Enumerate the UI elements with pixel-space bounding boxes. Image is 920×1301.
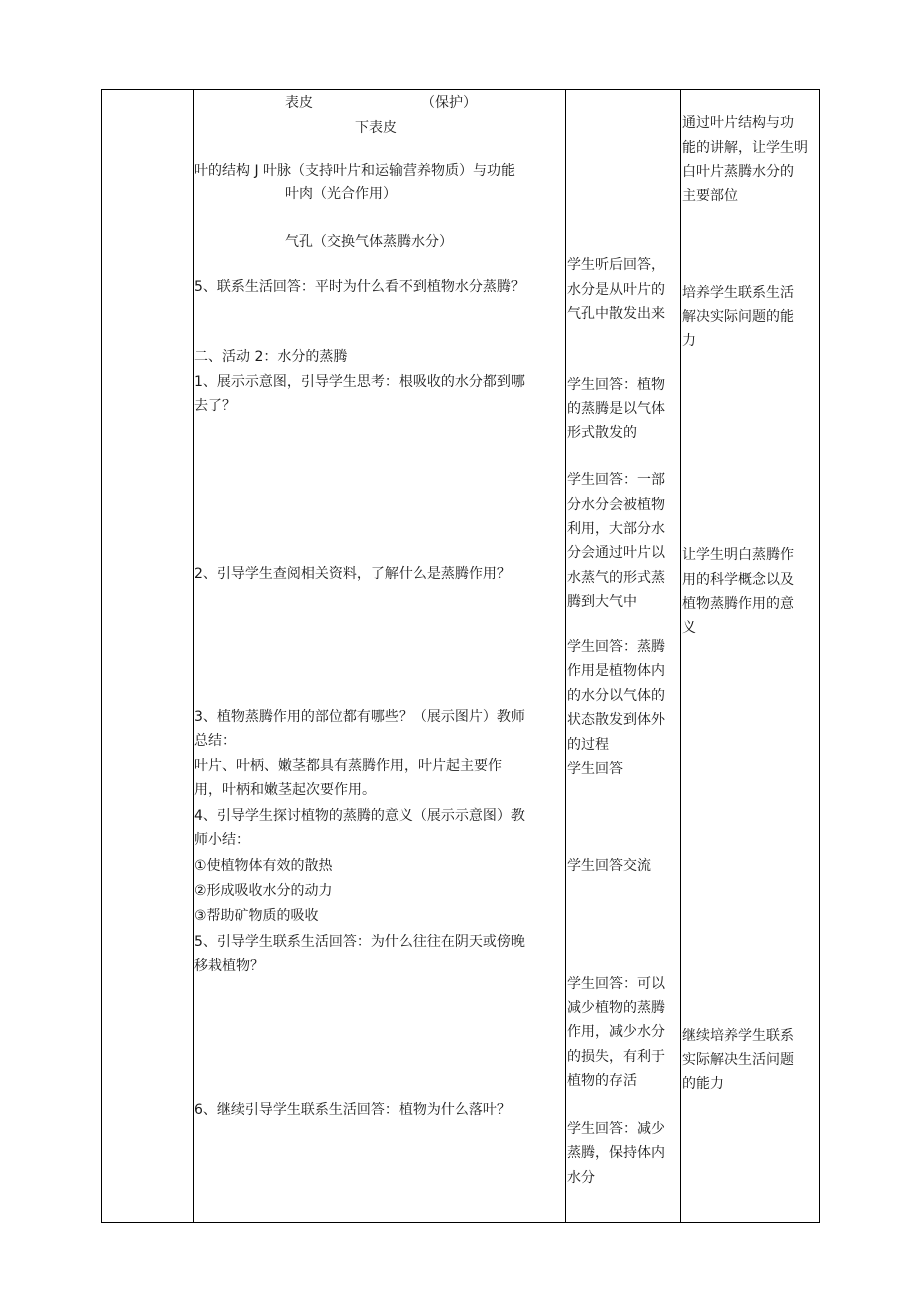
structure-mesophyll: 叶肉（光合作用） [285,186,397,202]
step-3-line-4: 用，叶柄和嫩茎起次要作用。 [194,782,376,798]
step-1-line-1: 1、展示示意图，引导学生思考：根吸收的水分都到哪 [194,374,525,390]
answer-c-line-1: 学生回答：一部 [567,472,665,488]
step-3-line-2: 总结： [194,733,236,749]
intent-a-line-4: 主要部位 [682,188,738,204]
intent-b-line-3: 力 [682,333,696,349]
answer-d-line-4: 状态散发到体外 [567,712,665,728]
table-top-border [101,89,820,90]
answer-g-line-3: 作用，减少水分 [567,1024,665,1040]
step-4-line-1: 4、引导学生探讨植物的蒸腾的意义（展示示意图）教 [194,808,525,824]
intent-d-line-2: 实际解决生活问题 [682,1052,794,1068]
step-3-line-1: 3、植物蒸腾作用的部位都有哪些？（展示图片）教师 [194,709,525,725]
structure-epidermis-function: （保护） [421,95,477,111]
step-4-line-2: 师小结： [194,832,250,848]
answer-h-line-3: 水分 [567,1170,595,1186]
answer-g-line-4: 的损失，有利于 [567,1049,665,1065]
intent-a-line-2: 能的讲解，让学生明 [682,140,808,156]
table-right-border [819,89,820,1223]
answer-d-line-3: 的水分以气体的 [567,688,665,704]
step-1-line-2: 去了？ [194,398,236,414]
question-5: 5、联系生活回答：平时为什么看不到植物水分蒸腾？ [194,279,525,295]
intent-a-line-3: 白叶片蒸腾水分的 [682,164,794,180]
answer-a-line-1: 学生听后回答， [567,257,665,273]
step-5-line-1: 5、引导学生联系生活回答：为什么往往在阴天或傍晚 [194,934,525,950]
answer-h-line-1: 学生回答：减少 [567,1121,665,1137]
answer-e-line-1: 学生回答 [567,761,623,777]
answer-g-line-5: 植物的存活 [567,1073,637,1089]
answer-g-line-1: 学生回答：可以 [567,976,665,992]
answer-b-line-1: 学生回答：植物 [567,377,665,393]
answer-a-line-2: 水分是从叶片的 [567,282,665,298]
answer-a-line-3: 气孔中散发出来 [567,306,665,322]
intent-c-line-2: 用的科学概念以及 [682,572,794,588]
step-2: 2、引导学生查阅相关资料，了解什么是蒸腾作用？ [194,566,511,582]
activity-2-heading: 二、活动 2：水分的蒸腾 [194,349,348,365]
answer-b-line-2: 的蒸腾是以气体 [567,401,665,417]
intent-c-line-3: 植物蒸腾作用的意 [682,596,794,612]
intent-b-line-2: 解决实际问题的能 [682,309,794,325]
answer-c-line-4: 分会通过叶片以 [567,545,665,561]
answer-f-line-1: 学生回答交流 [567,858,651,874]
structure-epidermis: 表皮 [285,95,313,111]
step-5-line-2: 移栽植物？ [194,958,264,974]
column-divider-1 [193,89,194,1223]
intent-a-line-1: 通过叶片结构与功 [682,115,794,131]
answer-d-line-5: 的过程 [567,737,609,753]
answer-d-line-1: 学生回答：蒸腾 [567,639,665,655]
answer-g-line-2: 减少植物的蒸腾 [567,1000,665,1016]
step-4-item-3: ③帮助矿物质的吸收 [194,908,319,924]
answer-c-line-6: 腾到大气中 [567,594,637,610]
table-bottom-border [101,1222,820,1223]
answer-c-line-2: 分水分会被植物 [567,497,665,513]
column-divider-2 [565,89,566,1223]
column-divider-3 [680,89,681,1223]
step-3-line-3: 叶片、叶柄、嫩茎都具有蒸腾作用，叶片起主要作 [194,758,502,774]
structure-lower-epidermis: 下表皮 [355,120,397,136]
structure-stomata: 气孔（交换气体蒸腾水分） [285,234,453,250]
answer-c-line-5: 水蒸气的形式蒸 [567,570,665,586]
intent-c-line-4: 义 [682,620,696,636]
table-left-border [101,89,102,1223]
answer-d-line-2: 作用是植物体内 [567,663,665,679]
step-4-item-1: ①使植物体有效的散热 [194,858,333,874]
step-4-item-2: ②形成吸收水分的动力 [194,883,333,899]
structure-vein-line: 叶的结构 J 叶脉（支持叶片和运输营养物质）与功能 [194,163,516,179]
answer-h-line-2: 蒸腾，保持体内 [567,1145,665,1161]
answer-b-line-3: 形式散发的 [567,425,637,441]
intent-c-line-1: 让学生明白蒸腾作 [682,547,794,563]
step-6: 6、继续引导学生联系生活回答：植物为什么落叶？ [194,1102,511,1118]
intent-d-line-3: 的能力 [682,1076,724,1092]
intent-d-line-1: 继续培养学生联系 [682,1028,794,1044]
intent-b-line-1: 培养学生联系生活 [682,285,794,301]
answer-c-line-3: 利用，大部分水 [567,521,665,537]
